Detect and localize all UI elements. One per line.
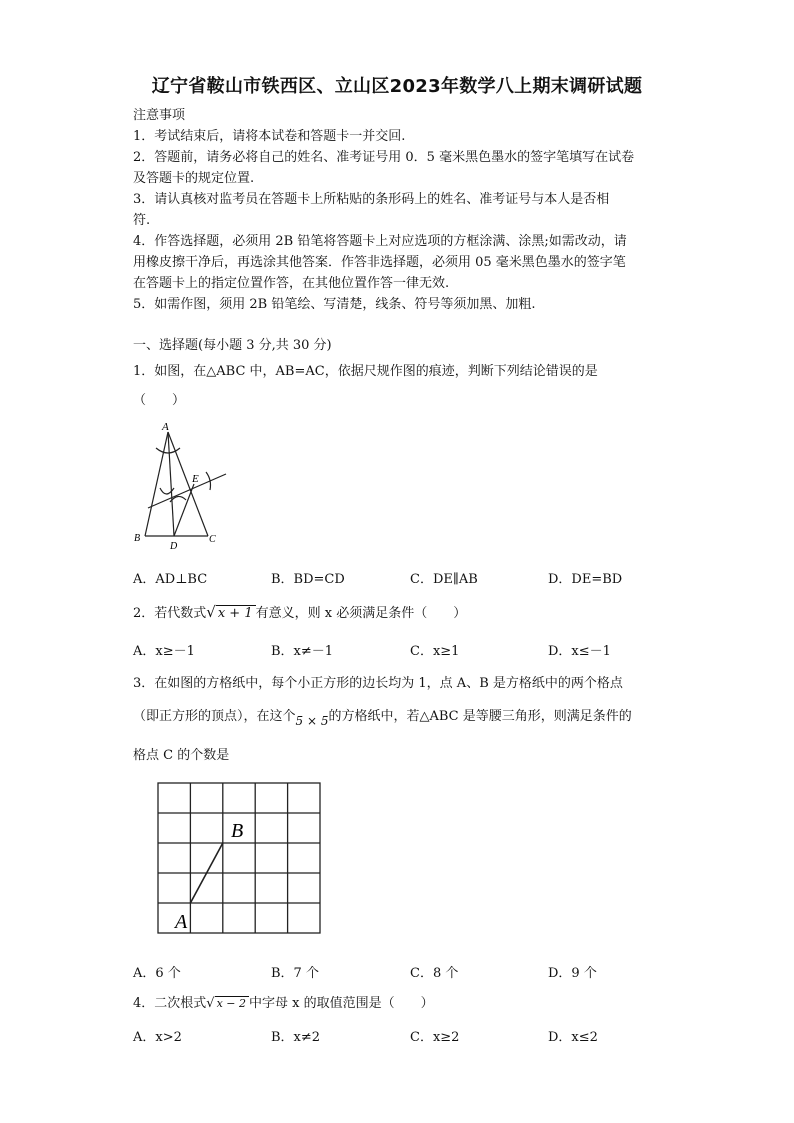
q3-line2: [133, 705, 632, 728]
label-d: D: [170, 541, 178, 552]
q4-prefix: 4．二次根式: [133, 996, 207, 1011]
notice-line: 在答题卡上的指定位置作答，在其他位置作答一律无效.: [133, 276, 450, 291]
q4-radical: √ x − 2: [206, 996, 249, 1011]
q1-paren: （ ）: [133, 393, 186, 408]
q3-option-c: C．8 个: [410, 966, 459, 981]
q3-option-a: A．6 个: [133, 966, 181, 981]
q3-line2-post: 的方格纸中，若△ABC 是等腰三角形，则满足条件的: [328, 709, 632, 724]
q4-stem: [133, 992, 434, 1011]
q2-radical: √ x + 1: [206, 603, 255, 621]
q1-option-c: C．DE∥AB: [410, 572, 478, 587]
q3-grid-figure: [155, 780, 327, 940]
q1-option-d: D．DE=BD: [548, 572, 623, 587]
label-c: C: [209, 534, 216, 545]
label-a: A: [162, 421, 169, 433]
q1-option-a: A．AD⊥BC: [133, 572, 208, 587]
q1-triangle-figure: [130, 418, 230, 553]
q1-option-b: B．BD=CD: [271, 572, 345, 587]
q3-line1: 3．在如图的方格纸中，每个小正方形的边长均为 1，点 A、B 是方格纸中的两个格点: [133, 676, 623, 691]
arc-mark: [206, 472, 211, 490]
side-ab: [145, 432, 168, 536]
notice-line: 符.: [133, 213, 151, 228]
q2-option-d: D．x≤－1: [548, 644, 611, 659]
q3-option-d: D．9 个: [548, 966, 597, 981]
q4-radicand: x − 2: [215, 996, 249, 1010]
label-b: B: [231, 820, 244, 842]
section-heading: 一、选择题(每小题 3 分,共 30 分): [133, 338, 332, 353]
notice-line: 及答题卡的规定位置.: [133, 171, 255, 186]
q2-option-b: B．x≠－1: [271, 644, 334, 659]
q3-option-b: B．7 个: [271, 966, 319, 981]
q2-stem: [133, 602, 466, 621]
label-a: A: [175, 911, 188, 933]
q3-line3: 格点 C 的个数是: [133, 748, 230, 763]
q4-option-a: A．x>2: [133, 1030, 182, 1045]
q4-suffix: 中字母 x 的取值范围是（ ）: [249, 996, 434, 1011]
q4-option-b: B．x≠2: [271, 1030, 321, 1045]
notice-line: 1．考试结束后，请将本试卷和答题卡一并交回.: [133, 129, 406, 144]
q3-line2-pre: （即正方形的顶点），在这个: [133, 709, 296, 724]
notice-heading: 注意事项: [133, 108, 186, 123]
segment-ad: [168, 432, 174, 536]
q2-radicand: x + 1: [216, 605, 256, 621]
notice-line: 4．作答选择题，必须用 2B 铅笔将答题卡上对应选项的方框涂满、涂黑;如需改动，请: [133, 234, 627, 249]
q2-option-c: C．x≥1: [410, 644, 460, 659]
q4-option-c: C．x≥2: [410, 1030, 460, 1045]
q2-prefix: 2．若代数式: [133, 606, 207, 621]
q4-option-d: D．x≤2: [548, 1030, 598, 1045]
q3-grid-size: 5 × 5: [295, 714, 329, 728]
label-e: E: [192, 473, 199, 485]
notice-line: 3．请认真核对监考员在答题卡上所粘贴的条形码上的姓名、准考证号与本人是否相: [133, 192, 610, 207]
notice-line: 用橡皮擦干净后，再选涂其他答案．作答非选择题，必须用 05 毫米黑色墨水的签字笔: [133, 255, 626, 270]
label-b: B: [134, 533, 141, 544]
page-title: 辽宁省鞍山市铁西区、立山区2023年数学八上期末调研试题: [151, 76, 643, 97]
q2-suffix: 有意义，则 x 必须满足条件（ ）: [255, 606, 467, 621]
notice-line: 2．答题前，请务必将自己的姓名、准考证号用 0．5 毫米黑色墨水的签字笔填写在试卷: [133, 150, 635, 165]
q1-stem: 1．如图，在△ABC 中，AB=AC，依据尺规作图的痕迹，判断下列结论错误的是: [133, 364, 598, 379]
q2-option-a: A．x≥－1: [133, 644, 195, 659]
notice-line: 5．如需作图，须用 2B 铅笔绘、写清楚，线条、符号等须加黑、加粗.: [133, 297, 536, 312]
